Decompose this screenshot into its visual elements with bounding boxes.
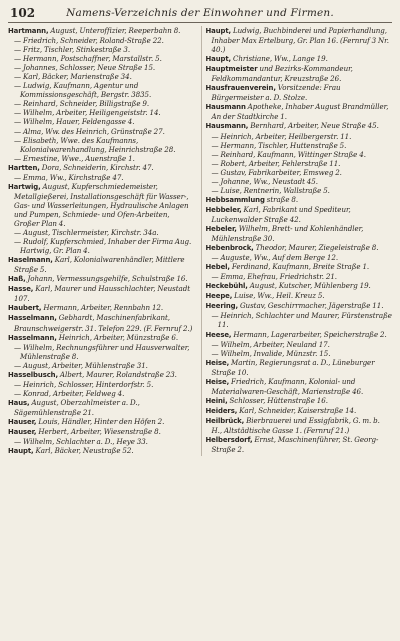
directory-entry xyxy=(206,83,393,102)
directory-entry: — Johannes, Schlosser, Neue Straße 15. xyxy=(14,63,156,73)
directory-entry xyxy=(206,406,393,416)
directory-entry: — Heinrich, Schlosser, Hinterdorfstr. 5. xyxy=(14,379,154,389)
directory-entry xyxy=(8,182,195,228)
entry-details: Ludwig, Buchbinderei und Papierhandlung, Inhaber Max Ertelburg, Gr. Plan 16. (Fernruf 3 Nr. 40.) xyxy=(211,26,389,55)
entry-details: August, Tischlermeister, Kirchstr. 34a. xyxy=(22,228,159,238)
entry-name: Hebeler, xyxy=(205,224,237,233)
entry-details: Friedrich, Kaufmann, Kolonial- und Materialwaren-Geschäft, Marienstraße 46. xyxy=(211,376,364,396)
directory-entry xyxy=(8,26,195,36)
entry-details: Friedrich, Schneider, Roland-Straße 22. xyxy=(22,36,164,46)
left-column xyxy=(8,26,195,456)
entry-name: Haupt, xyxy=(205,55,232,64)
entry-details: Hermann, Arbeiter, Rennbahn 12. xyxy=(43,303,164,313)
entry-details: Ernst, Maschinenführer, St. Georg-Straße 2. xyxy=(211,435,379,455)
page-number: 102 xyxy=(10,6,36,20)
directory-entry xyxy=(8,284,195,303)
entry-name: Hasselmann, xyxy=(8,333,57,342)
entry-name: Hasselmann, xyxy=(8,314,57,323)
directory-entry xyxy=(206,330,393,340)
directory-entry xyxy=(8,163,195,173)
entry-details: Alma, Ww. des Heinrich, Grünstraße 27. xyxy=(22,126,165,136)
entry-name: Heiders, xyxy=(205,406,238,415)
entry-name: Haus, xyxy=(8,398,30,407)
entry-details: Wilhelm, Arbeiter, Heiligengeiststr. 14. xyxy=(22,108,161,118)
running-title: Namens-Verzeichnis der Einwohner und Firmen. xyxy=(66,7,334,19)
entry-name: Heise, xyxy=(205,358,230,367)
entry-details: Wilhelm, Arbeiter, Neuland 17. xyxy=(220,339,330,349)
directory-entry xyxy=(206,243,393,253)
entry-details: Schlosser, Hüttenstraße 16. xyxy=(229,395,328,405)
entry-details: Reinhard, Kaufmann, Wittinger Straße 4. xyxy=(220,149,366,159)
directory-entry xyxy=(8,427,195,437)
entry-details: Hermann, Postschaffner, Marstallstr. 5. xyxy=(22,54,162,64)
entry-details: Elisabeth, Wwe. des Kaufmanns, Kolonialwarenhandlung, Heinrichstraße 28. xyxy=(20,135,176,154)
entry-name: Heckebühl, xyxy=(205,282,248,291)
entry-details: Wilhelm, Invalide, Münzstr. 15. xyxy=(220,348,331,358)
directory-entry: — Heinrich, Arbeiter, Heilbergerstr. 11. xyxy=(211,131,352,141)
entry-details: Albert, Maurer, Rolandstraße 23. xyxy=(59,369,177,379)
directory-entry: — Ernestine, Wwe., Auenstraße 1. xyxy=(14,153,135,163)
directory-entry: — Wilhelm, Arbeiter, Neuland 17. xyxy=(211,339,330,349)
directory-entry xyxy=(8,255,195,274)
directory-entry xyxy=(206,396,393,406)
entry-details: Karl, Fabrikant und Spediteur, Luckenwalder Straße 42. xyxy=(211,204,351,224)
directory-entry: — Friedrich, Schneider, Roland-Straße 22. xyxy=(14,36,164,46)
entry-details: August, Kupferschmiedemeister, Metallgießerei, Installationsgeschäft für Wasser-, Gas- und Wasserleitungen, Hydraulische Anlagen und Pumpen, Schmiede- und Ofen-Arbeiten, Großer Plan 4. xyxy=(14,181,189,228)
entry-details: Wilhelm, Schlachter a. D., Heye 33. xyxy=(22,437,148,447)
entry-details: Fritz, Tischler, Stinkestraße 3. xyxy=(22,45,131,55)
entry-details: straße 8. xyxy=(266,194,299,204)
page-header xyxy=(8,6,392,23)
directory-entry: — Wilhelm, Hauer, Feldengasse 4. xyxy=(14,117,135,127)
entry-details: Heinrich, Arbeiter, Münzstraße 6. xyxy=(58,332,179,342)
entry-details: Louis, Händler, Hinter den Höfen 2. xyxy=(38,416,165,426)
entry-details: Karl, Kolonialwarenhändler, Mittlere Straße 5. xyxy=(14,255,185,275)
directory-entry xyxy=(206,358,393,377)
entry-details: Johanne, Ww., Neustadt 45. xyxy=(220,176,318,186)
directory-entry: — Emma, Ehefrau, Friedrichstr. 21. xyxy=(211,272,338,282)
entry-details: Gebhardt, Maschinenfabrikant, Braunschweigerstr. 31. Telefon 229. (F. Fernruf 2.) xyxy=(14,313,193,333)
directory-entry xyxy=(206,54,393,64)
entry-name: Hauser, xyxy=(8,428,37,437)
entry-details: August, Arbeiter, Mühlenstraße 31. xyxy=(22,360,148,370)
entry-details: Karl, Bäcker, Neustraße 52. xyxy=(35,446,134,456)
entry-details: Ludwig, Kaufmann, Agentur und Kommissionsgeschäft, Bergstr. 3835. xyxy=(20,81,152,100)
directory-entry xyxy=(206,64,393,83)
entry-details: August, Kutscher, Mühlenberg 19. xyxy=(249,281,371,291)
directory-entry xyxy=(206,377,393,396)
directory-entry xyxy=(206,26,393,54)
entry-details: August, Unteroffizier, Reeperbahn 8. xyxy=(50,26,181,35)
entry-details: Gustav, Fabrikarbeiter, Emsweg 2. xyxy=(220,167,342,177)
entry-name: Hebbsammlung xyxy=(205,195,265,204)
entry-details: Heinrich, Arbeiter, Heilbergerstr. 11. xyxy=(220,131,352,141)
entry-details: Robert, Arbeiter, Fehlerstraße 11. xyxy=(220,158,341,168)
directory-entry: — Wilhelm, Arbeiter, Heiligengeiststr. 14. xyxy=(14,108,161,118)
entry-details: Ernestine, Wwe., Auenstraße 1. xyxy=(22,153,135,163)
entry-details: Wilhelm, Rechnungsführer und Hausverwalter, Mühlenstraße 8. xyxy=(20,342,190,361)
directory-entry xyxy=(8,398,195,417)
directory-entry xyxy=(206,195,393,205)
entry-details: Theodor, Maurer, Ziegeleistraße 8. xyxy=(255,243,379,253)
entry-details: Emma, Ehefrau, Friedrichstr. 21. xyxy=(220,272,338,282)
entry-details: Dora, Schneiderin, Kirchstr. 47. xyxy=(41,162,154,172)
entry-name: Haselmann, xyxy=(8,256,53,265)
directory-entry xyxy=(8,417,195,427)
entry-details: Herbert, Arbeiter, Wiesenstraße 8. xyxy=(38,427,161,437)
directory-entry: — Emma, Ww., Kirchstraße 47. xyxy=(14,172,124,182)
directory-entry: — Rudolf, Kupferschmied, Inhaber der Firma Aug. Hartwig, Gr. Plan 4. xyxy=(14,237,192,256)
directory-entry xyxy=(206,121,393,131)
entry-name: Hausfrauenverein, xyxy=(205,84,276,93)
directory-entry xyxy=(206,416,393,435)
entry-name: Helbersdorf, xyxy=(205,436,253,445)
entry-details: Wilhelm, Hauer, Feldengasse 4. xyxy=(22,117,135,127)
entry-name: Hebbeler, xyxy=(205,205,242,214)
directory-entry xyxy=(206,301,393,311)
directory-entry xyxy=(8,274,195,284)
directory-entry: — Auguste, Ww., Auf dem Berge 12. xyxy=(211,253,339,263)
entry-details: Wilhelm, Brett- und Kohlenhändler, Mühlenstraße 30. xyxy=(211,223,364,244)
entry-details: August, Oberzahlmeister a. D., Sägemühlenstraße 21. xyxy=(14,397,140,417)
directory-entry xyxy=(8,333,195,343)
directory-entry: — Johanne, Ww., Neustadt 45. xyxy=(211,176,318,186)
directory-entry xyxy=(206,224,393,243)
entry-details: Bernhard, Arbeiter, Neue Straße 45. xyxy=(250,121,379,131)
entry-name: Hauser, xyxy=(8,417,37,426)
entry-name: Hausmann, xyxy=(205,122,249,131)
entry-name: Hartten, xyxy=(8,163,40,172)
entry-details: Karl, Schneider, Kaiserstraße 14. xyxy=(239,405,357,415)
entry-name: Heepe, xyxy=(205,292,233,301)
entry-details: Karl, Maurer und Hausschlachter, Neustadt 107. xyxy=(14,284,190,304)
directory-entry: — Elisabeth, Wwe. des Kaufmanns, Kolonialwarenhandlung, Heinrichstraße 28. xyxy=(14,135,176,154)
entry-details: Heinrich, Schlachter und Maurer, Fürstenstraße 11. xyxy=(217,311,392,330)
entry-name: Heise, xyxy=(205,377,230,386)
entry-name: Haupt, xyxy=(8,447,34,456)
entry-details: Reinhard, Schneider, Billigstraße 9. xyxy=(22,99,150,109)
entry-name: Hausmann xyxy=(205,103,246,112)
entry-details: Bierbrauerei und Essigfabrik, G. m. b. H., Altstädtische Gasse 1. (Fernruf 21.) xyxy=(211,415,380,435)
entry-details: und Bezirks-Kommandeur, Feldkommandantur, Kreuzstraße 26. xyxy=(211,64,353,84)
directory-entry: — Robert, Arbeiter, Fehlerstraße 11. xyxy=(211,158,341,168)
entry-details: Christiane, Ww., Lange 19. xyxy=(232,54,328,64)
directory-entry xyxy=(206,291,393,301)
entry-details: Johann, Vermessungsgehilfe, Schulstraße 16. xyxy=(27,274,188,284)
directory-entry: — Reinhard, Kaufmann, Wittinger Straße 4. xyxy=(211,149,366,159)
directory-entry xyxy=(8,370,195,380)
directory-entry: — Wilhelm, Rechnungsführer und Hausverwalter, Mühlenstraße 8. xyxy=(14,342,190,361)
entry-details: Gustav, Geschirrmacher, Jägerstraße 11. xyxy=(239,301,384,311)
directory-columns xyxy=(8,26,392,456)
directory-entry: — Reinhard, Schneider, Billigstraße 9. xyxy=(14,99,150,109)
entry-name: Hasselbusch, xyxy=(8,370,59,379)
entry-details: Luise, Ww., Heil. Kreuz 5. xyxy=(234,291,325,301)
entry-details: Heinrich, Schlosser, Hinterdorfstr. 5. xyxy=(22,379,154,389)
directory-entry xyxy=(8,313,195,332)
directory-entry xyxy=(206,281,393,291)
entry-name: Hasse, xyxy=(8,285,34,294)
directory-entry: — August, Arbeiter, Mühlenstraße 31. xyxy=(14,360,148,370)
entry-name: Haubert, xyxy=(8,304,42,313)
entry-details: Auguste, Ww., Auf dem Berge 12. xyxy=(220,253,339,263)
directory-entry xyxy=(8,446,195,456)
directory-entry: — Gustav, Fabrikarbeiter, Emsweg 2. xyxy=(211,167,342,177)
entry-name: Haupt, xyxy=(205,27,232,35)
directory-entry: — Hermann, Tischler, Huttenstraße 5. xyxy=(211,140,347,150)
entry-name: Hauptmeister xyxy=(205,65,258,74)
entry-details: Hermann, Tischler, Huttenstraße 5. xyxy=(220,140,347,150)
entry-details: Rudolf, Kupferschmied, Inhaber der Firma Aug. Hartwig, Gr. Plan 4. xyxy=(20,237,192,256)
entry-details: Ferdinand, Kaufmann, Breite Straße 1. xyxy=(231,262,370,272)
entry-name: Haß, xyxy=(8,275,26,284)
entry-name: Hebenbrock, xyxy=(205,244,254,253)
directory-entry: — Karl, Bäcker, Marienstraße 34. xyxy=(14,72,132,82)
directory-entry: — Wilhelm, Invalide, Münzstr. 15. xyxy=(211,348,331,358)
entry-details: Johannes, Schlosser, Neue Straße 15. xyxy=(22,63,156,73)
entry-details: Luise, Rentnerin, Wallstraße 5. xyxy=(220,185,330,195)
directory-entry: — Hermann, Postschaffner, Marstallstr. 5. xyxy=(14,54,162,64)
directory-entry xyxy=(206,102,393,121)
entry-details: Emma, Ww., Kirchstraße 47. xyxy=(22,172,124,182)
directory-entry xyxy=(8,303,195,313)
entry-details: Konrad, Arbeiter, Feldweg 4. xyxy=(22,388,125,398)
entry-name: Heini, xyxy=(205,396,228,405)
entry-name: Heilbrück, xyxy=(205,416,245,425)
directory-entry xyxy=(206,262,393,272)
directory-entry: — August, Tischlermeister, Kirchstr. 34a. xyxy=(14,228,159,238)
directory-entry: — Heinrich, Schlachter und Maurer, Fürstenstraße 11. xyxy=(211,311,392,330)
entry-details: Vorsitzende: Frau Bürgermeister a. D. Stolze. xyxy=(211,83,341,103)
directory-entry xyxy=(206,435,393,454)
directory-entry xyxy=(206,205,393,224)
entry-details: Hermann, Lagerarbeiter, Speicherstraße 2. xyxy=(233,329,387,339)
entry-name: Hartwig, xyxy=(8,182,41,191)
entry-name: Heering, xyxy=(205,302,239,311)
entry-name: Hebel, xyxy=(205,263,230,272)
entry-details: Apotheke, Inhaber August Brandmüller, An der Stadtkirche 1. xyxy=(211,102,389,122)
directory-entry: — Konrad, Arbeiter, Feldweg 4. xyxy=(14,388,125,398)
directory-entry: — Fritz, Tischler, Stinkestraße 3. xyxy=(14,45,131,55)
entry-name: Hartmann, xyxy=(8,27,49,35)
entry-details: Martin, Regierungsrat a. D., Lüneburger Straße 10. xyxy=(211,357,375,377)
right-column xyxy=(201,26,393,456)
directory-entry: — Luise, Rentnerin, Wallstraße 5. xyxy=(211,185,330,195)
entry-name: Heese, xyxy=(205,330,232,339)
directory-entry: — Wilhelm, Schlachter a. D., Heye 33. xyxy=(14,437,148,447)
entry-details: Karl, Bäcker, Marienstraße 34. xyxy=(22,72,132,82)
directory-entry: — Ludwig, Kaufmann, Agentur und Kommissionsgeschäft, Bergstr. 3835. xyxy=(14,81,152,100)
directory-entry: — Alma, Ww. des Heinrich, Grünstraße 27. xyxy=(14,126,165,136)
